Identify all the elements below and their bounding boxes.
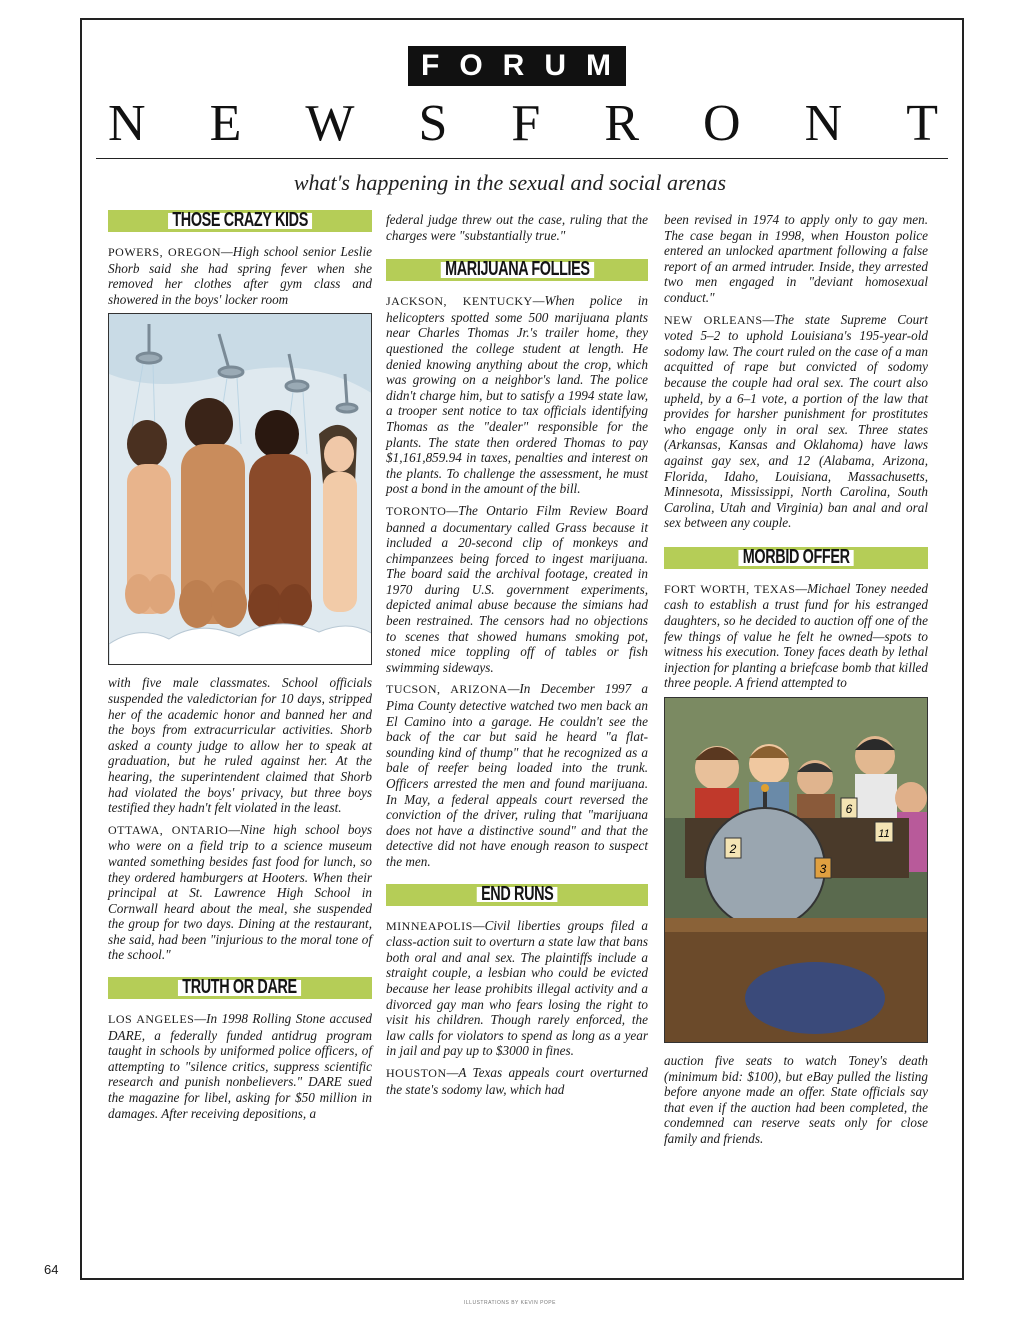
dateline: LOS ANGELES — [108, 1012, 195, 1027]
paddle-number: 6 — [845, 802, 853, 817]
column-2 — [386, 212, 648, 1103]
auction-illustration — [664, 697, 928, 1043]
dateline: HOUSTON — [386, 1065, 447, 1080]
heading-text: TRUTH OR DARE — [178, 980, 301, 996]
story-paragraph — [386, 503, 648, 676]
title-letter: F — [511, 95, 541, 152]
story-text: —High school senior Leslie Shorb said she had spring fever when she removed her clothes after gym class and showered in the boys' locker room — [108, 244, 372, 307]
story-text: with five male classmates. School officials suspended the valedictorian for 10 days, stripped her of the academic honor and banned her and the boys from extracurricular activities. Shorb asked a county judge to allow her to speak at graduation, but he ruled against her. At the hearing, the superintendent claimed that Shorb had violated the boys' privacy, but three boys testified they hadn't felt violated in the least. — [108, 675, 372, 816]
section-heading — [386, 884, 648, 906]
title-letter: N — [108, 95, 146, 152]
section-label: FORUM — [408, 46, 626, 86]
story-paragraph — [108, 822, 372, 963]
story-text: —The state Supreme Court voted 5–2 to uphold Louisiana's 195-year-old sodomy law. The court ruled on the case of a man acquitted of rape but convicted of sodomy because the couple had oral sex. The court also upheld, by a 6–1 vote, a portion of the law that provides for harsher punishment for prostitutes who engage only in oral sex. Three states (Arkansas, Kansas and Oklahoma) have laws against gay sex, and 12 (Alabama, Arizona, Florida, Idaho, Louisiana, Massachusetts, Minnesota, Mississippi, North Carolina, South Carolina, Utah and Virginia) ban anal and oral sex between any couple. — [664, 311, 928, 531]
title-letter: E — [209, 95, 242, 152]
title-letter: W — [305, 95, 355, 152]
story-paragraph — [386, 1065, 648, 1097]
dateline: MINNEAPOLIS — [386, 918, 473, 933]
story-text: —Civil liberties groups filed a class-action suit to overturn a state law that bans both oral and anal sex. The plaintiffs include a straight couple, a lesbian who could be evicted because her lease prohibits illegal activity and a divorced gay man who fears losing the right to visit his children. Though rarely enforced, the law calls for violators to spend as long as a year in jail and pay up to $3000 in fines. — [386, 917, 648, 1059]
dateline: TORONTO — [386, 503, 447, 518]
story-text: —In December 1997 a Pima County detective watched two men back an El Camino into a garage. He couldn't see the back of the car but said he heard "a flat-sounding kind of thump" that he recognized as a bale of reefer being loaded into the trunk. Officers arrested the men and found marijuana. In May, a federal appeals court reversed the conviction of the driver, ruling that "marijuana does not have a distinctive sound" and that the detective did not have enough reason to suspect the men. — [386, 681, 648, 869]
auction-illustration-art — [665, 698, 928, 1043]
story-text: auction five seats to watch Toney's death (minimum bid: $100), but eBay pulled the listing before anyone made an offer. State officials say that even if the auction had been completed, the condemned can reserve seats only for close family and friends. — [664, 1053, 928, 1146]
page-title — [108, 96, 938, 152]
tagline: what's happening in the sexual and social arenas — [293, 170, 727, 195]
heading-text: MORBID OFFER — [738, 550, 854, 566]
section-heading — [386, 259, 648, 281]
dateline: FORT WORTH, TEXAS — [664, 581, 796, 596]
story-paragraph — [664, 1053, 928, 1147]
title-letter: S — [418, 95, 448, 152]
dateline: OTTAWA, ONTARIO — [108, 822, 229, 837]
dateline: TUCSON, ARIZONA — [386, 682, 508, 697]
story-paragraph — [664, 212, 928, 306]
story-text: —Nine high school boys who were on a field trip to a science museum wanted something besides fast food for lunch, so they ordered hamburgers at Hooters. When their principal at St. Lawrence High School in Cornwall heard about the meal, she suspended the group for two days. Dining at the restaurant, she said, had been "injurious to the moral tone of the school." — [108, 821, 373, 963]
story-text: —In 1998 Rolling Stone accused DARE, a federally funded antidrug program taught in schools by uniformed police officers, of attempting to "silence critics, suppress scientific research and punish nonbelievers." DARE sued the magazine for libel, asking for $50 million in damages. After receiving depositions, a — [108, 1011, 373, 1121]
story-paragraph — [664, 312, 928, 531]
title-letter: O — [703, 95, 741, 152]
story-text: —When police in helicopters spotted some 500 marijuana plants near Charles Thomas Jr.'s trailer home, they questioned the college student at length. He denied knowing anything about the crop, which was growing on a neighbor's land. The police didn't charge him, but to satisfy a 1994 state law, a trooper sent notice to tax officials identifying Thomas as the "dealer" responsible for the plants. The state then ordered Thomas to pay $1,161,859.94 in taxes, penalties and interest on the plants. To challenge the assessment, he must post a bond in the amount of the bill. — [386, 293, 648, 497]
shower-illustration — [108, 313, 372, 665]
section-heading — [664, 547, 928, 569]
story-text: —The Ontario Film Review Board banned a documentary called Grass because it included a 20-second clip of monkeys and chimpanzees being forced to ingest marijuana. The board said the archival footage, created in 1970 during U.S. government experiments, depicted animal abuse because the simians had been restrained. The censors had no objections to scenes that showed humans smoking pot, stoned mice toppling off of tables or fish swimming sideways. — [386, 502, 648, 675]
paddle-number: 2 — [729, 842, 737, 857]
story-paragraph — [664, 581, 928, 691]
paddle-number: 11 — [878, 828, 890, 841]
title-rule — [96, 158, 948, 159]
title-letter: N — [804, 95, 843, 152]
story-text: —A Texas appeals court overturned the state's sodomy law, which had — [386, 1064, 648, 1097]
dateline: POWERS, OREGON — [108, 245, 222, 259]
illustration-credit: ILLUSTRATIONS BY KEVIN POPE — [464, 1300, 556, 1306]
story-text: federal judge threw out the case, ruling that the charges were "substantially true." — [386, 212, 648, 243]
column-1 — [108, 210, 372, 1127]
column-3 — [664, 212, 928, 1153]
story-paragraph — [386, 681, 648, 869]
heading-text: MARIJUANA FOLLIES — [440, 262, 593, 278]
story-text: —Michael Toney needed cash to establish a trust fund for his estranged daughters, so he decided to auction off one of the few things of value he felt he owned—spots to witness his execution. Toney faces death by lethal injection for planting a briefcase bomb that killed three people. A friend attempted to — [664, 580, 928, 691]
story-paragraph — [108, 244, 372, 307]
story-paragraph — [108, 675, 372, 815]
title-letter: R — [604, 95, 640, 152]
heading-text: END RUNS — [477, 887, 558, 903]
title-letter: T — [906, 95, 938, 152]
section-heading — [108, 210, 372, 232]
story-paragraph — [386, 212, 648, 243]
story-text: been revised in 1974 to apply only to gay men. The case began in 1998, when Houston police entered an unlocked apartment following a false report of an armed intruder. Inside, they arrested two men engaged in "deviant homosexual conduct." — [664, 212, 928, 305]
story-paragraph — [386, 918, 648, 1059]
story-paragraph — [386, 293, 648, 497]
shower-illustration-art — [109, 314, 372, 665]
paddle-number: 3 — [819, 862, 827, 877]
page-number: 64 — [44, 1262, 59, 1277]
story-paragraph — [108, 1011, 372, 1121]
dateline: NEW ORLEANS — [664, 312, 763, 327]
heading-text: THOSE CRAZY KIDS — [168, 213, 312, 229]
section-heading — [108, 977, 372, 999]
dateline: JACKSON, KENTUCKY — [386, 294, 533, 309]
